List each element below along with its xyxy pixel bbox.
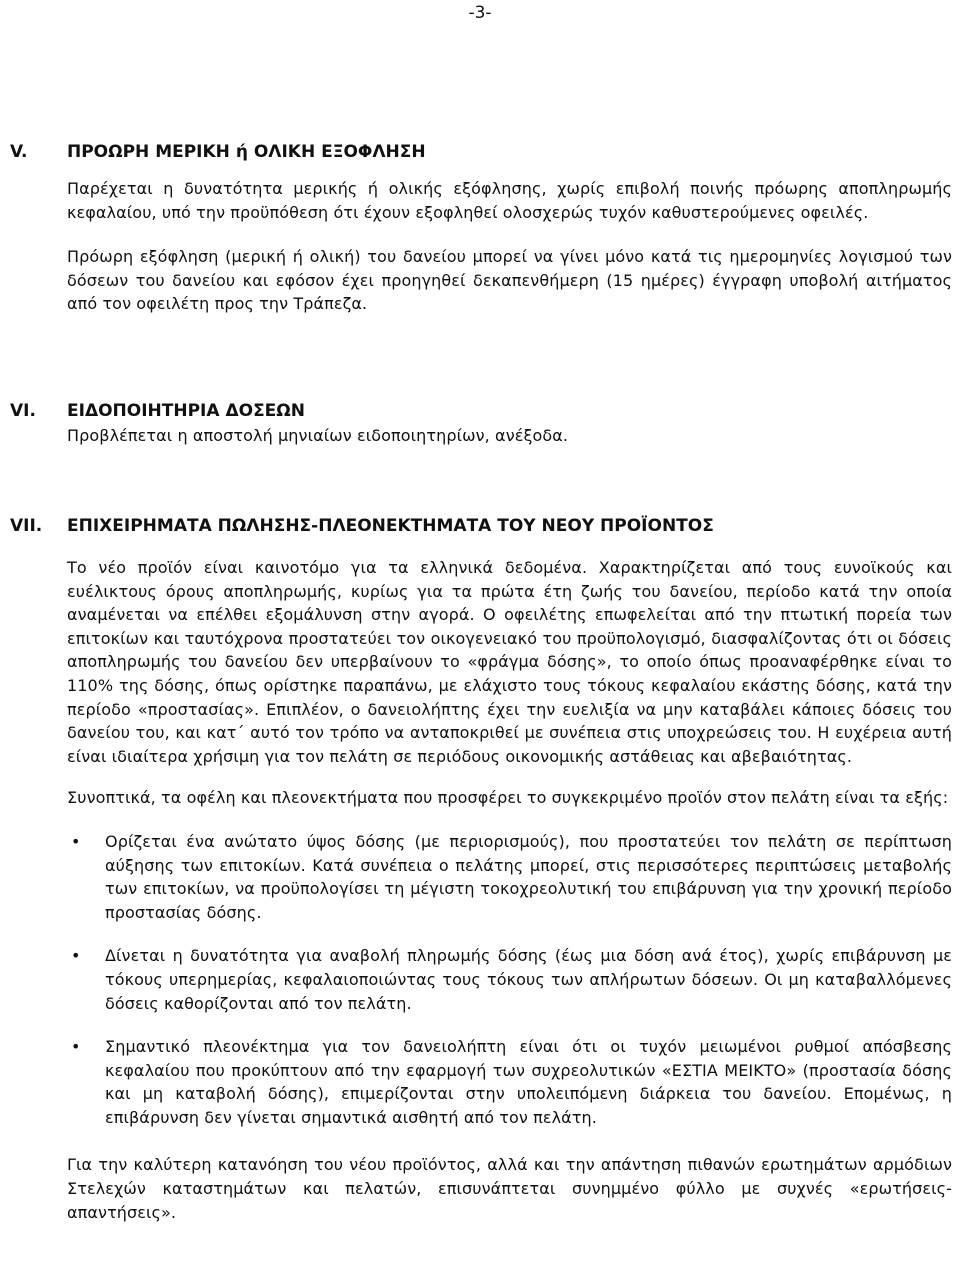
section-v-heading <box>10 140 952 168</box>
list-item <box>67 944 952 1015</box>
section-vii-number: VII. <box>10 516 43 536</box>
section-vi-paragraph-1: Προβλέπεται η αποστολή μηνιαίων ειδοποιητηρίων, ανέξοδα. <box>67 426 569 445</box>
section-v-body <box>67 177 952 316</box>
list-item-text: Δίνεται η δυνατότητα για αναβολή πληρωμής δόσης (έως μια δόση ανά έτος), χωρίς επιβάρυνση με τόκους υπερημερίας, κεφαλαιοποιώντας τους τόκους των απλήρωτων δόσεων. Οι μη καταβαλλόμενες δόσεις καθορίζονται από τον πελάτη. <box>105 946 952 1013</box>
section-vii-body <box>67 556 952 1224</box>
benefits-list <box>67 830 952 1130</box>
page-number: -3- <box>468 3 492 23</box>
bullet-icon: • <box>71 1037 81 1057</box>
bullet-icon: • <box>71 831 81 851</box>
list-item <box>67 830 952 924</box>
section-v-paragraph-2: Πρόωρη εξόφληση (μερική ή ολική) του δανείου μπορεί να γίνει μόνο κατά τις ημερομηνίες λογισμού των δόσεων του δανείου και εφόσον έχει προηγηθεί δεκαπενθήμερη (15 ημέρες) έγγραφη υποβολή αιτήματος από τον οφειλέτη προς την Τράπεζα. <box>67 247 952 314</box>
section-v <box>10 140 952 316</box>
section-vii-paragraph-3: Για την καλύτερη κατανόηση του νέου προϊόντος, αλλά και την απάντηση πιθανών ερωτημάτων αρμόδιων Στελεχών καταστημάτων και πελατών, επισυνάπτεται συνημμένο φύλλο με συχνές «ερωτήσεις-απαντήσεις». <box>67 1155 952 1222</box>
section-vi <box>10 399 952 448</box>
section-vii-paragraph-2: Συνοπτικά, τα οφέλη και πλεονεκτήματα που προσφέρει το συγκεκριμένο προϊόν στον πελάτη είναι τα εξής: <box>67 788 949 808</box>
list-item-text: Σημαντικό πλεονέκτημα για τον δανειολήπτη είναι ότι οι τυχόν μειωμένοι ρυθμοί απόσβεσης κεφαλαίου που προκύπτουν από την εφαρμογή των συχρεολυτικών «ΕΣΤΙΑ ΜΕΙΚΤΟ» (προστασία δόσης και μη καταβολή δόσης), επιμερίζονται στην υπολειπόμενη διάρκεια του δανείου. Επομένως, η επιβάρυνση δεν γίνεται σημαντικά αισθητή από τον πελάτη. <box>105 1037 952 1127</box>
section-v-number: V. <box>10 142 28 162</box>
section-vii-heading <box>10 514 952 542</box>
section-vii-title: ΕΠΙΧΕΙΡΗΜΑΤΑ ΠΩΛΗΣΗΣ-ΠΛΕΟΝΕΚΤΗΜΑΤΑ ΤΟΥ ΝΕΟΥ ΠΡΟΪΟΝΤΟΣ <box>67 516 714 536</box>
section-vi-number: VI. <box>10 401 36 421</box>
list-item-text: Ορίζεται ένα ανώτατο ύψος δόσης (με περιορισμούς), που προστατεύει τον πελάτη σε περίπτωση αύξησης των επιτοκίων. Κατά συνέπεια ο πελάτης μπορεί, στις περισσότερες περιπτώσεις μεταβολής των επιτοκίων, να προϋπολογίσει τη μέγιστη τοκοχρεολυτική του επιβάρυνση για την χρονική περίοδο προστασίας δόσης. <box>105 831 952 922</box>
list-item <box>67 1035 952 1129</box>
section-vi-body <box>67 424 952 448</box>
section-vii-paragraph-1: Το νέο προϊόν είναι καινοτόμο για τα ελληνικά δεδομένα. Χαρακτηρίζεται από τους ευνοϊκούς και ευέλικτους όρους αποπληρωμής, κυρίως για τα πρώτα έτη ζωής του δανείου, περίοδο κατά την οποία αναμένεται να επέλθει εξομάλυνση στην αγορά. Ο οφειλέτης επωφελείται από την πτωτική πορεία των επιτοκίων και ταυτόχρονα προστατεύει τον οικογενειακό του προϋπολογισμό, διασφαλίζοντας ότι οι δόσεις αποπληρωμής του δανείου δεν υπερβαίνουν το «φράγμα δόσης», το οποίο όπως προαναφέρθηκε είναι το 110% της δόσης, όπως ορίστηκε παραπάνω, με ελάχιστο τους τόκους κεφαλαίου εκάστης δόσης, κατά την περίοδο «προστασίας». Επιπλέον, ο δανειολήπτης έχει την ευελιξία να μην καταβάλει κάποιες δόσεις του δανείου του, και κατ΄ αυτό τον τρόπο να ανταποκριθεί με συνέπεια στις υποχρεώσεις του. Η ευχέρεια αυτή είναι ιδιαίτερα χρήσιμη για τον πελάτη σε περιόδους οικονομικής αστάθειας και αβεβαιότητας. <box>67 558 952 766</box>
section-vi-title: ΕΙΔΟΠΟΙΗΤΗΡΙΑ ΔΟΣΕΩΝ <box>67 401 305 421</box>
section-v-paragraph-1: Παρέχεται η δυνατότητα μερικής ή ολικής εξόφλησης, χωρίς επιβολή ποινής πρόωρης αποπληρωμής κεφαλαίου, υπό την προϋπόθεση ότι έχουν εξοφληθεί ολοσχερώς τυχόν καθυστερούμενες οφειλές. <box>67 179 952 222</box>
bullet-icon: • <box>71 946 81 966</box>
section-vii <box>10 514 952 1224</box>
section-v-title: ΠΡΟΩΡΗ ΜΕΡΙΚΗ ή ΟΛΙΚΗ ΕΞΟΦΛΗΣΗ <box>67 142 426 162</box>
section-vi-heading <box>10 399 952 427</box>
